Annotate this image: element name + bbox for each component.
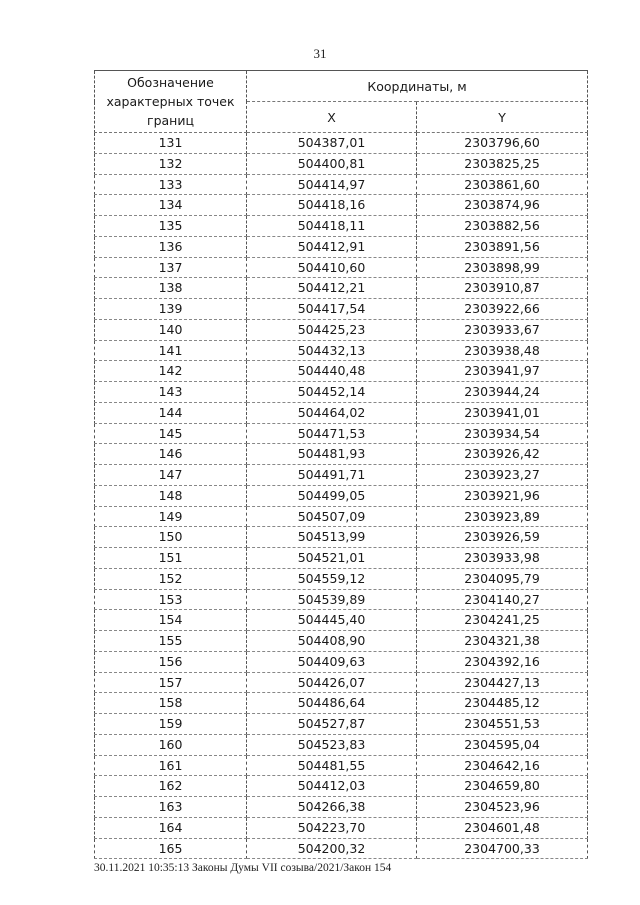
header-coordinates: Координаты, м — [247, 71, 588, 102]
cell-y: 2304485,12 — [417, 693, 588, 714]
cell-x: 504513,99 — [247, 527, 417, 548]
cell-point: 131 — [95, 133, 247, 154]
cell-x: 504418,16 — [247, 195, 417, 216]
table-row — [95, 257, 588, 278]
cell-point: 150 — [95, 527, 247, 548]
cell-y: 2303934,54 — [417, 423, 588, 444]
cell-x: 504539,89 — [247, 589, 417, 610]
table-row — [95, 755, 588, 776]
cell-x: 504491,71 — [247, 465, 417, 486]
cell-x: 504527,87 — [247, 714, 417, 735]
cell-point: 164 — [95, 817, 247, 838]
table-row — [95, 236, 588, 257]
cell-x: 504412,21 — [247, 278, 417, 299]
table-row — [95, 838, 588, 859]
cell-point: 162 — [95, 776, 247, 797]
cell-point: 160 — [95, 734, 247, 755]
cell-x: 504471,53 — [247, 423, 417, 444]
cell-x: 504452,14 — [247, 382, 417, 403]
table-row — [95, 568, 588, 589]
cell-point: 153 — [95, 589, 247, 610]
table-row — [95, 402, 588, 423]
table-row — [95, 319, 588, 340]
cell-point: 151 — [95, 548, 247, 569]
cell-y: 2303944,24 — [417, 382, 588, 403]
cell-y: 2303891,56 — [417, 236, 588, 257]
table-row — [95, 631, 588, 652]
cell-y: 2304427,13 — [417, 672, 588, 693]
header-point-designation: Обозначение характерных точек границ — [95, 71, 247, 133]
cell-y: 2303910,87 — [417, 278, 588, 299]
cell-x: 504426,07 — [247, 672, 417, 693]
table-row — [95, 465, 588, 486]
cell-y: 2303898,99 — [417, 257, 588, 278]
cell-x: 504410,60 — [247, 257, 417, 278]
cell-point: 154 — [95, 610, 247, 631]
table-row — [95, 299, 588, 320]
cell-y: 2303926,42 — [417, 444, 588, 465]
cell-x: 504425,23 — [247, 319, 417, 340]
cell-x: 504266,38 — [247, 797, 417, 818]
cell-y: 2303933,67 — [417, 319, 588, 340]
cell-point: 159 — [95, 714, 247, 735]
cell-x: 504559,12 — [247, 568, 417, 589]
table-row — [95, 382, 588, 403]
cell-y: 2303796,60 — [417, 133, 588, 154]
cell-y: 2303923,27 — [417, 465, 588, 486]
header-y: Y — [417, 102, 588, 133]
table-row — [95, 776, 588, 797]
cell-y: 2303874,96 — [417, 195, 588, 216]
cell-y: 2304642,16 — [417, 755, 588, 776]
cell-point: 163 — [95, 797, 247, 818]
cell-point: 158 — [95, 693, 247, 714]
cell-x: 504223,70 — [247, 817, 417, 838]
cell-y: 2304659,80 — [417, 776, 588, 797]
cell-y: 2303861,60 — [417, 174, 588, 195]
cell-point: 139 — [95, 299, 247, 320]
cell-point: 135 — [95, 216, 247, 237]
cell-point: 140 — [95, 319, 247, 340]
cell-y: 2303933,98 — [417, 548, 588, 569]
coordinates-table — [94, 70, 588, 859]
cell-x: 504432,13 — [247, 340, 417, 361]
table-row — [95, 817, 588, 838]
table-row — [95, 153, 588, 174]
cell-x: 504400,81 — [247, 153, 417, 174]
cell-point: 149 — [95, 506, 247, 527]
cell-y: 2304523,96 — [417, 797, 588, 818]
cell-y: 2304321,38 — [417, 631, 588, 652]
cell-x: 504464,02 — [247, 402, 417, 423]
cell-x: 504200,32 — [247, 838, 417, 859]
cell-point: 146 — [95, 444, 247, 465]
cell-y: 2303941,01 — [417, 402, 588, 423]
cell-x: 504523,83 — [247, 734, 417, 755]
page-number: 31 — [313, 46, 327, 61]
table-row — [95, 216, 588, 237]
table-body — [95, 133, 588, 859]
cell-y: 2303825,25 — [417, 153, 588, 174]
cell-y: 2304241,25 — [417, 610, 588, 631]
table-row — [95, 651, 588, 672]
cell-x: 504481,55 — [247, 755, 417, 776]
cell-point: 161 — [95, 755, 247, 776]
cell-y: 2303926,59 — [417, 527, 588, 548]
table-row — [95, 133, 588, 154]
cell-x: 504440,48 — [247, 361, 417, 382]
cell-point: 147 — [95, 465, 247, 486]
table-row — [95, 195, 588, 216]
table-row — [95, 797, 588, 818]
cell-point: 133 — [95, 174, 247, 195]
table-header-row — [95, 71, 588, 102]
table-row — [95, 506, 588, 527]
table-row — [95, 589, 588, 610]
cell-point: 144 — [95, 402, 247, 423]
cell-point: 134 — [95, 195, 247, 216]
cell-point: 155 — [95, 631, 247, 652]
cell-x: 504486,64 — [247, 693, 417, 714]
table-row — [95, 714, 588, 735]
cell-x: 504412,91 — [247, 236, 417, 257]
table-row — [95, 485, 588, 506]
cell-point: 138 — [95, 278, 247, 299]
cell-x: 504418,11 — [247, 216, 417, 237]
cell-point: 157 — [95, 672, 247, 693]
table-row — [95, 734, 588, 755]
cell-point: 152 — [95, 568, 247, 589]
cell-x: 504387,01 — [247, 133, 417, 154]
cell-point: 132 — [95, 153, 247, 174]
cell-y: 2303941,97 — [417, 361, 588, 382]
cell-x: 504408,90 — [247, 631, 417, 652]
cell-y: 2304095,79 — [417, 568, 588, 589]
cell-point: 137 — [95, 257, 247, 278]
table-row — [95, 444, 588, 465]
cell-y: 2303938,48 — [417, 340, 588, 361]
cell-x: 504481,93 — [247, 444, 417, 465]
cell-y: 2303922,66 — [417, 299, 588, 320]
cell-x: 504445,40 — [247, 610, 417, 631]
table-row — [95, 174, 588, 195]
cell-point: 143 — [95, 382, 247, 403]
cell-y: 2304595,04 — [417, 734, 588, 755]
cell-point: 165 — [95, 838, 247, 859]
cell-y: 2303921,96 — [417, 485, 588, 506]
cell-y: 2304392,16 — [417, 651, 588, 672]
cell-y: 2304551,53 — [417, 714, 588, 735]
table-row — [95, 693, 588, 714]
cell-point: 148 — [95, 485, 247, 506]
cell-y: 2304601,48 — [417, 817, 588, 838]
cell-x: 504521,01 — [247, 548, 417, 569]
table-row — [95, 278, 588, 299]
footer-document-stamp: 30.11.2021 10:35:13 Законы Думы VII созыва/2021/Закон 154 — [94, 862, 392, 874]
cell-y: 2304700,33 — [417, 838, 588, 859]
coordinates-table-container — [94, 70, 587, 859]
table-row — [95, 548, 588, 569]
cell-x: 504414,97 — [247, 174, 417, 195]
header-x: X — [247, 102, 417, 133]
table-row — [95, 527, 588, 548]
table-row — [95, 672, 588, 693]
cell-x: 504499,05 — [247, 485, 417, 506]
cell-y: 2304140,27 — [417, 589, 588, 610]
cell-y: 2303923,89 — [417, 506, 588, 527]
cell-x: 504412,03 — [247, 776, 417, 797]
cell-point: 136 — [95, 236, 247, 257]
cell-x: 504507,09 — [247, 506, 417, 527]
cell-x: 504417,54 — [247, 299, 417, 320]
cell-point: 156 — [95, 651, 247, 672]
cell-point: 141 — [95, 340, 247, 361]
table-row — [95, 340, 588, 361]
cell-x: 504409,63 — [247, 651, 417, 672]
table-row — [95, 610, 588, 631]
table-row — [95, 423, 588, 444]
table-row — [95, 361, 588, 382]
cell-y: 2303882,56 — [417, 216, 588, 237]
cell-point: 142 — [95, 361, 247, 382]
cell-point: 145 — [95, 423, 247, 444]
